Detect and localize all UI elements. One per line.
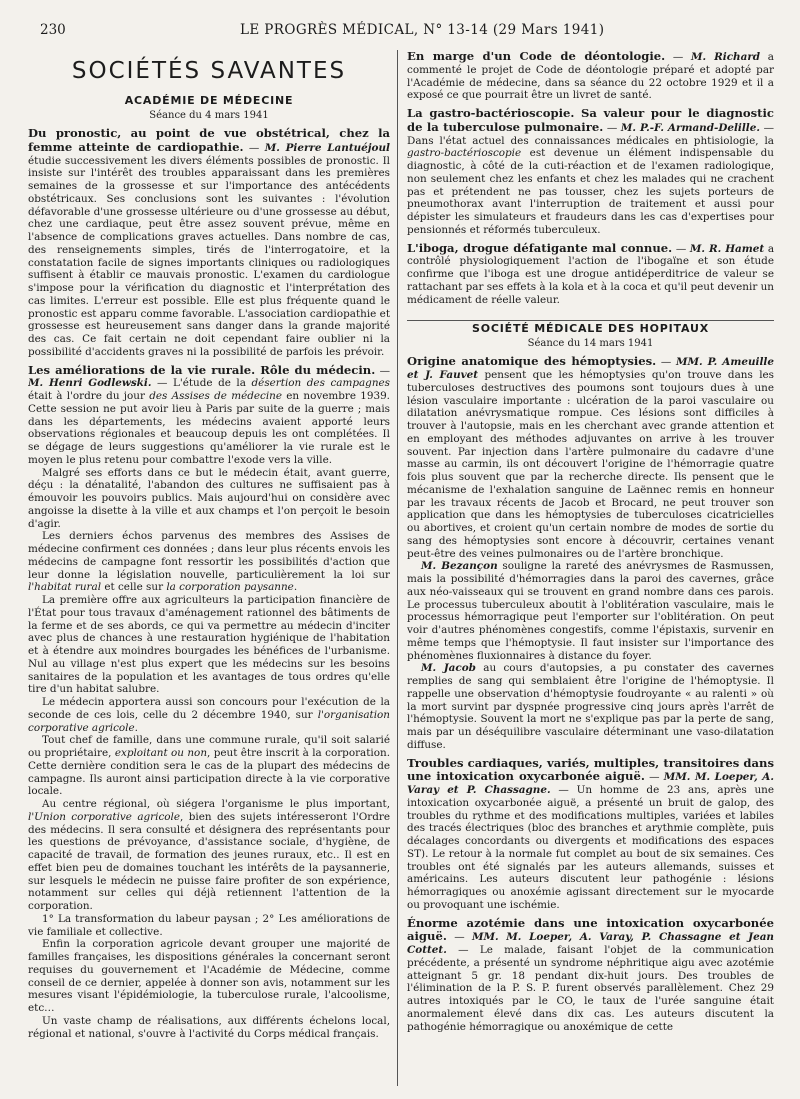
author: M. Richard	[690, 51, 761, 63]
italic-phrase: gastro-bactérioscopie	[407, 147, 522, 160]
author: M. Henri Godlewski.	[28, 377, 152, 390]
text: .	[293, 581, 298, 594]
italic-phrase: la corporation paysanne	[166, 581, 294, 594]
article-body: étudie successivement les divers éléments possibles de pronostic. Il insiste sur l'intérêt des troubles apparaissant dans les premières semaines de la grossesse et sur l'importance des antécédents obstétricaux. Ses conclusions sont les suivantes : l'évolution défavorable d'une grossesse ultérieure ou d'une grossesse au début, chez une cardiaque, peut être assez souvent prévue, même en l'absence de complications graves actuelles. Dans nombre de cas, des renseignements simples, tirés de l'interrogatoire, et la constatation facile de signes importants cliniques ou radiologiques suffisent à établir ce mauvais pronostic. L'examen du cardiologue s'impose pour la vérification du diagnostic et l'interprétation des cas limites. L'erreur est possible. Elle est plus fréquente quand le pronostic est apparu comme favorable. L'association cardiopathie et grossesse est heureusement sans danger dans la grande majorité des cas. Ce fait certain ne doit cependant faire oublier ni la possibilité d'accidents graves ni la possibilité de parfois les prévoir.	[28, 154, 390, 358]
society-heading: SOCIÉTÉ MÉDICALE DES HOPITAUX	[472, 322, 709, 336]
article-body: — Un homme de 23 ans, après une intoxication oxycarbonée aiguë, a présenté un bruit de galop, des troubles du rythme et des modifications multiples, variées et labiles des tracés électriques (bloc des branches et arythmie complète, puis décalages concordants ou divergents et modifications des espaces ST). Le retour à la normale fut complet au bout de six semaines. Ces troubles ont été signalés par les auteurs allemands, suisses et américains. Les auteurs discutent leur pathogénie : lésions hémorragiques ou anoxémie agissant directement sur le myocarde ou provoquant une ischémie.	[407, 784, 774, 911]
text: Au centre régional, où siégera l'organisme le plus important,	[42, 798, 390, 810]
dash: —	[672, 242, 690, 255]
paragraph: La première offre aux agriculteurs la participation financière de l'État pour tous travaux d'aménagement rationnel des bâtiments de la ferme et de ses abords, ce qui va permettre au médecin d'inciter avec plus de chances à une restauration hygiénique de l'habitation et à étendre aux moindres bourgades les bénéfices de l'urbanisme. Nul au village n'est plus expert que les médecins sur les besoins sanitaires de la population et les avantages de tous ordres qu'elle tire d'un habitat salubre.	[28, 594, 390, 696]
article-iboga	[407, 242, 774, 307]
italic-phrase: exploitant ou non	[114, 747, 208, 759]
paragraph	[28, 696, 390, 734]
dash: —	[446, 931, 472, 944]
article-vie-rurale	[28, 364, 390, 467]
paragraph: 1° La transformation du labeur paysan ; 2° Les améliorations de vie familiale et collective.	[28, 912, 390, 938]
seance-date: Séance du 4 mars 1941	[149, 110, 269, 121]
journal-title: LE PROGRÈS MÉDICAL, N° 13-14 (29 Mars 1941)	[240, 22, 605, 38]
dash: —	[665, 51, 691, 63]
paragraph: Enfin la corporation agricole devant grouper une majorité de familles françaises, les dispositions générales la concernant seront requises du gouvernement et l'Académie de Médecine, comme conseil de ce dernier, appelée à donner son avis, notamment sur les mesures visant l'épidémiologie, la tuberculose rurale, l'alcoolisme, etc…	[28, 938, 390, 1014]
author: MM. M. Loeper, A. Varay et P. Chassagne.	[407, 771, 774, 796]
paragraph	[28, 734, 390, 798]
article-body: — Le malade, faisant l'objet de la communication précédente, a présenté un syndrome néphritique aigu avec azotémie atteignant 5 gr. 18 pendant dix-huit jours. Des troubles de l'élimination de la P. S. P. furent observés parallèlement. Chez 29 autres intoxiqués par le CO, le taux de l'urée sanguine était anormalement élevé dans dix cas. Les auteurs discutent la pathogénie hémorragique ou anoxémique de cette	[407, 944, 774, 1033]
paragraph	[407, 560, 774, 662]
academy-heading: ACADÉMIE DE MÉDECINE	[124, 94, 294, 107]
paragraph	[28, 530, 390, 594]
article-cardiopathie	[28, 127, 390, 359]
paragraph: Malgré ses efforts dans ce but le médecin était, avant guerre, déçu : la dénatalité, l'abandon des cultures ne suffisaient pas à émouvoir les pouvoirs publics. Mais aujourd'hui on considère avec angoisse la disette à la ville et aux champs et l'on perçoit le besoin d'agir.	[28, 466, 390, 530]
text: Tout chef de famille, dans une commune rurale, qu'il soit salarié ou propriétaire,	[28, 734, 390, 759]
author: MM. M. Loeper, A. Varay, P. Chassagne et Jean Cottet.	[407, 931, 774, 956]
text: .	[134, 721, 138, 734]
article-deontologie	[407, 50, 774, 102]
text: souligne la rareté des anévrysmes de Rasmussen, mais la possibilité d'hémorragies dans la paroi des cavernes, grâce aux néo-vaisseaux qui se trouvent en grand nombre dans ces parois. Le processus tuberculeux aboutit à l'oblitération vasculaire, mais le processus hémorragique peut l'emporter sur l'oblitération. On peut voir d'autres phénomènes congestifs, comme l'épistaxis, survenir en même temps que l'hémoptysie. Il faut insister sur l'importance des phénomènes fluxionnaires à distance du foyer.	[407, 560, 774, 662]
article-hemoptysies	[407, 355, 774, 560]
author: M. R. Hamet	[689, 242, 765, 255]
author: M. Jacob	[421, 662, 476, 675]
article-body: était à l'ordre du jour	[28, 390, 150, 402]
paragraph: Un vaste champ de réalisations, aux différents échelons local, régional et national, s'ouvre à l'activité du Corps médical français.	[28, 1014, 390, 1040]
article-heading: Énorme azotémie dans une intoxication oxycarbonée aiguë.	[407, 915, 774, 944]
section-title: SOCIÉTÉS SAVANTES	[71, 58, 347, 84]
text: au cours d'autopsies, a pu constater des cavernes remplies de sang qui semblaient être l'origine de l'hémoptysie. Il rappelle une observation d'hémoptysie foudroyante « au ralenti » où la mort survint par dyspnée progressive cinq jours après l'arrêt de l'hémoptysie. Souvent la mort ne s'explique pas par la perte de sang, mais par un déséquilibre vasculaire déterminant une vaso-dilatation diffuse.	[407, 662, 774, 751]
page-number: 230	[40, 22, 66, 38]
article-body: — L'étude de la	[151, 377, 252, 390]
paragraph	[28, 798, 390, 913]
author: M. P.-F. Armand-Delille.	[620, 121, 760, 134]
author: MM. P. Ameuille et J. Fauvet	[407, 356, 774, 381]
text: et celle sur	[101, 581, 167, 594]
text: , bien des sujets intéresseront l'Ordre des médecins. Il sera consulté et désignera des représentants pour les questions de prévoyance, d'assistance sociale, d'hygiène, de capacité de travail, de formation des jeunes ruraux, etc.. Il est en effet bien peu de domaines touchant les intérêts de la paysannerie, sur lesquels le médecin ne puisse faire profiter de son expérience, notamment sur celles qui déjà retiennent l'attention de la corporation.	[28, 810, 390, 912]
article-heading: Origine anatomique des hémoptysies.	[407, 354, 657, 369]
article-heading: Les améliorations de la vie rurale. Rôle du médecin.	[28, 362, 376, 377]
right-column	[407, 50, 774, 1099]
article-body: en novembre 1939. Cette session ne put avoir lieu à Paris par suite de la guerre ; mais dans les départements, les médecins avaient apporté leurs observations régionales et beaucoup depuis les ont complétées. Il se dégage de leurs suggestions qu'améliorer la vie rurale est le moyen le plus retenu pour combattre l'exode vers la ville.	[28, 390, 390, 466]
seance-date: Séance du 14 mars 1941	[527, 338, 654, 350]
author: M. Pierre Lantuéjoul	[264, 141, 390, 154]
article-body: a contrôlé physiologiquement l'action de l'ibogaïne et son étude confirme que l'iboga est une drogue antidéperditrice de valeur se rattachant par ses effets à la kola et à la coca et qu'il peut devenir un médicament de réelle valeur.	[407, 242, 774, 306]
column-divider	[397, 50, 398, 1086]
dash: —	[644, 771, 664, 784]
author: M. Bezançon	[421, 560, 498, 573]
text: Le médecin apportera aussi son concours pour l'exécution de la seconde de ces lois, celle du 2 décembre 1940, sur	[28, 696, 390, 721]
article-body: a commenté le projet de Code de déontologie préparé et adopté par l'Académie de médecine, dans sa séance du 22 octobre 1929 et il a exposé ce que pourrait être un livret de santé.	[407, 51, 774, 102]
article-heading: L'iboga, drogue défatigante mal connue.	[407, 240, 673, 255]
dash: —	[603, 121, 621, 134]
text: , peut être inscrit à la corporation. Cette dernière condition sera le cas de la plupart des médecins de campagne. Ils auront ainsi participation directe à la vie corporative locale.	[28, 747, 390, 798]
article-body: — Dans l'état actuel des connaissances médicales en phtisiologie, la	[407, 121, 774, 147]
running-header	[40, 22, 770, 40]
text: Les derniers échos parvenus des membres des Assises de médecine confirment ces données ; dans leur plus récents envois les médecins de campagne font ressortir les possibilités d'action que leur donne la législation nouvelle, particulièrement la loi sur	[28, 530, 390, 581]
article-body: est devenue un élément indispensable du diagnostic, à côté de la cuti-réaction et de l'examen radiologique, non seulement chez les enfants et chez les malades qui ne crachent pas et prétendent ne pas tousser, chez les sujets porteurs de pneumothorax avant l'interruption de traitement et aussi pour dépister les simulateurs et fraudeurs dans les cas d'expertises pour pensionnés et réformés tuberculeux.	[407, 147, 774, 236]
article-heading: Du pronostic, au point de vue obstétrical, chez la femme atteinte de cardiopathie.	[28, 126, 390, 154]
italic-phrase: l'organisation corporative agricole	[28, 708, 390, 734]
paragraph	[407, 662, 774, 751]
article-troubles-cardiaques	[407, 757, 774, 912]
italic-phrase: l'habitat rural	[28, 581, 102, 594]
article-body: pensent que les hémoptysies qu'on trouve dans les tuberculoses destructives des poumons sont toujours dues à une lésion vasculaire importante : ulcération de la paroi vasculaire ou dilatation anévrysmatique rompue. Ces lésions sont difficiles à trouver à l'autopsie, mais en les cherchant avec grande attention et en employant des méthodes adjuvantes on arrive à les trouver souvent. Par injection dans l'artère pulmonaire du cadavre d'une masse au carmin, ils ont découvert l'origine de l'hémorragie quatre fois plus souvent que par la recherche directe. Ils pensent que le mécanisme de l'exhalation sanguine de Laënnec remis en honneur par les travaux récents de Jacob et Brocard, ne peut trouver son application que dans les hémoptysies de tuberculoses cicatricielles ou abortives, et croient qu'un certain nombre de modes de sortie du sang des hémoptysies sont encore à découvrir, certaines venant peut-être des veines pulmonaires ou de l'artère bronchique.	[407, 369, 774, 560]
dash: —	[656, 356, 676, 369]
italic-phrase: désertion des campagnes	[251, 377, 390, 390]
article-heading: La gastro-bactérioscopie. Sa valeur pour le diagnostic de la tuberculose pulmonaire.	[407, 106, 774, 134]
article-azotemie	[407, 917, 774, 1034]
article-heading: Troubles cardiaques, variés, multiples, transitoires dans une intoxication oxycarbonée aiguë.	[407, 755, 774, 784]
italic-phrase: l'Union corporative agricole	[28, 810, 181, 823]
left-column	[28, 50, 390, 1099]
article-gastro-bacterioscopie	[407, 107, 774, 237]
dash: —	[375, 364, 390, 377]
italic-phrase: des Assises de médecine	[149, 390, 283, 402]
article-heading: En marge d'un Code de déontologie.	[407, 50, 666, 63]
dash: —	[243, 141, 265, 154]
